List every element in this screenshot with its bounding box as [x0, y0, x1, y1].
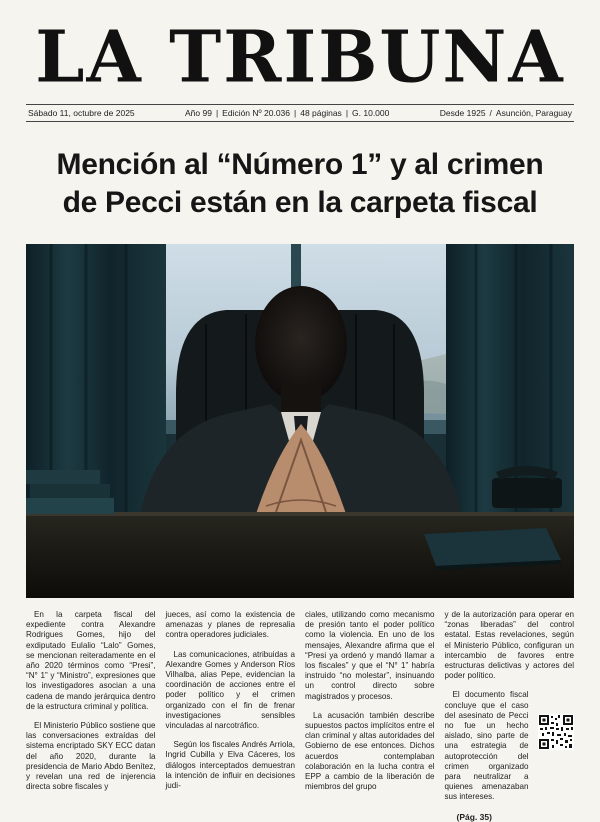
- article-column-4: [444, 610, 575, 822]
- issue-details: [185, 108, 389, 118]
- separator: |: [294, 108, 297, 118]
- separator: |: [215, 108, 219, 118]
- headline-line-2: de Pecci están en la carpeta fiscal: [62, 186, 538, 219]
- founding-location: [440, 108, 572, 118]
- masthead: [0, 14, 600, 100]
- paragraph: El documento fiscal concluye que el caso del asesinato de Pecci no fue un hecho aislado, sino parte de una estrategia de autoprotección del crimen organizado para neutralizar a quienes amenazaban sus intereses.: [444, 690, 529, 802]
- founded-year: Desde 1925: [439, 108, 486, 118]
- edition-number: Edición Nº 20.036: [222, 108, 290, 118]
- separator: |: [345, 108, 349, 118]
- page-count: 48 páginas: [300, 108, 342, 118]
- paragraph: jueces, así como la existencia de amenazas y planes de represalia contra operadores judiciales.: [165, 610, 295, 640]
- article-column-3: [305, 610, 435, 792]
- newspaper-title: LA TRIBUNA: [35, 14, 565, 99]
- article-column-1: [26, 610, 156, 792]
- page-reference: (Pág. 35): [456, 811, 492, 822]
- paragraph: Las comunicaciones, atribuidas a Alexandre Gomes y Anderson Ríos Vilhalba, alias Pepe, evidencian la coordinación de acciones entre el poder político y el crimen organizado con el fin de frenar investigaciones sensibles vinculadas al narcotráfico.: [165, 649, 295, 731]
- article-column-2: [165, 610, 296, 791]
- price: G. 10.000: [352, 108, 390, 118]
- paragraph: El Ministerio Público sostiene que las conversaciones extraídas del sistema encriptado SKY ECC datan del año 2020, durante la presidencia de Mario Abdo Benítez, y revelan una red de injerencia directa sobre fiscales y: [26, 721, 156, 792]
- city: Asunción, Paraguay: [495, 108, 572, 118]
- article-body: [26, 610, 574, 822]
- paragraph: En la carpeta fiscal del expediente contra Alexandre Rodrigues Gomes, hijo del exdiputado Eulalio “Lalo” Gomes, se mencionan reiteradamente en el año 2020 términos como “Presi”, “N° 1” y “Ministro”, expresiones que los investigadores asocian a una cadena de mando jerárquica dentro de la estructura criminal y política.: [26, 610, 156, 711]
- issue-date: Sábado 11, octubre de 2025: [28, 108, 135, 118]
- paragraph: La acusación también describe supuestos pactos implícitos entre el clan criminal y altas autoridades del Gobierno de ese entonces. Dichos acuerdos contemplaban colaboración en la lucha contra el EPP a cambio de la liberación de miembros del grupo: [305, 710, 435, 792]
- headline-line-1: Mención al “Número 1” y al crimen: [56, 148, 544, 181]
- paragraph: ciales, utilizando como mecanismo de presión tanto el poder político como la violencia. En uno de los mensajes, Alexandre afirma que el “Presi ya ordenó y mandó llamar a los fiscales” y que el “N° 1” habría instruido “no molestar”, insinuando un control directo sobre magistrados y procesos.: [305, 610, 435, 701]
- info-bar: [26, 104, 574, 122]
- qr-code-icon[interactable]: [538, 714, 574, 750]
- separator: /: [489, 108, 492, 118]
- office-illustration: [26, 244, 574, 598]
- main-headline: [20, 146, 580, 222]
- lead-photo: [26, 244, 574, 598]
- issue-year: Año 99: [184, 108, 212, 118]
- paragraph: y de la autorización para operar en “zonas liberadas” del control estatal. Estas revelaciones, según el Ministerio Público, configuran un intercambio de favores entre estructuras delictivas y actores del poder político.: [444, 610, 574, 681]
- paragraph: Según los fiscales Andrés Arriola, Ingrid Cubilla y Elva Cáceres, los diálogos interceptados demuestran la intención de influir en decisiones judi-: [165, 740, 295, 791]
